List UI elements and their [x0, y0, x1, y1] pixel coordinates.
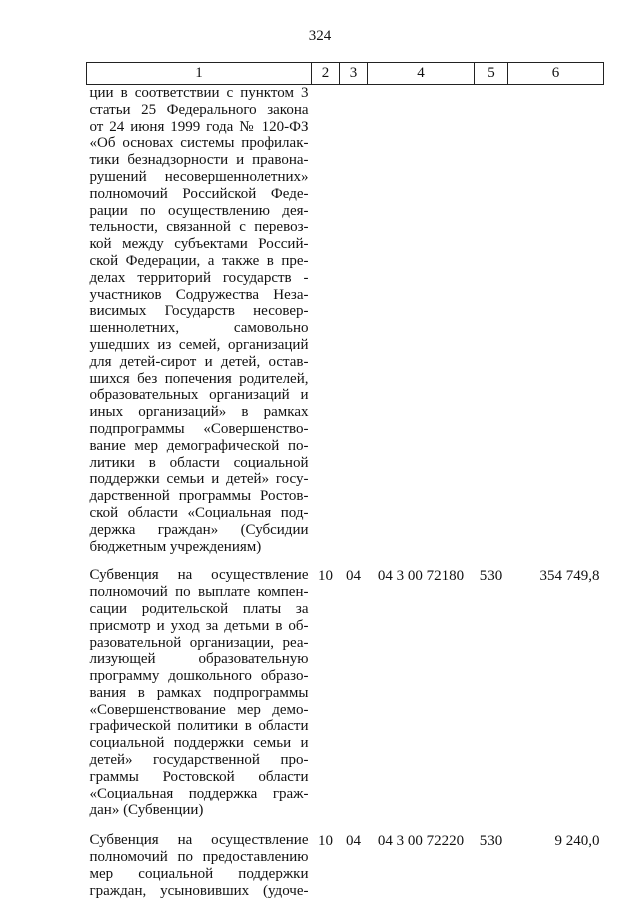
amount: 354 749,8: [539, 568, 600, 585]
expense-type-code: 530: [479, 833, 503, 850]
table-body: [87, 85, 604, 900]
text-line: подпрограммы «Совершенство-: [89, 420, 309, 437]
text-line: Субвенция на осуществление: [89, 832, 309, 849]
table-row: [87, 567, 604, 832]
text-line: литики в области социальной: [89, 454, 309, 471]
text-line: делах территорий государств -: [89, 269, 309, 286]
subsection-code: 04: [346, 568, 361, 585]
text-line: мер социальной поддержки: [89, 865, 309, 882]
text-line: поддержки семьи и детей» госу-: [89, 471, 309, 488]
header-col-3: 3: [340, 63, 368, 85]
expense-type-code: 530: [479, 568, 503, 585]
text-line: полномочий Российской Феде-: [89, 185, 309, 202]
text-line: тельности, связанной с перевоз-: [89, 219, 309, 236]
target-article-code: 04 3 00 72180: [377, 568, 465, 585]
text-line: социальной поддержки семьи и: [89, 735, 309, 752]
header-row: [87, 63, 604, 85]
text-line: рушений несовершеннолетних»: [89, 168, 309, 185]
text-line: образовательных организаций и: [89, 387, 309, 404]
budget-table: [86, 62, 604, 899]
text-line: ции в соответствии с пунктом 3: [89, 85, 309, 101]
text-line: «Об основах системы профилак-: [89, 135, 309, 152]
text-line: иных организаций» в рамках: [89, 404, 309, 421]
text-line: дарственной программы Ростов-: [89, 488, 309, 505]
text-line: «Социальная поддержка граж-: [89, 785, 309, 802]
expense-type-code: [475, 85, 508, 568]
section-code: 10: [318, 833, 333, 850]
text-line: «Совершенствование мер демо-: [89, 701, 309, 718]
row-description: [87, 832, 312, 899]
text-line: шеннолетних, самовольно: [89, 320, 309, 337]
text-line: ской области «Социальная под-: [89, 504, 309, 521]
text-line: полномочий по выплате компен-: [89, 584, 309, 601]
text-line: от 24 июня 1999 года № 120-ФЗ: [89, 118, 309, 135]
target-article-code: [368, 85, 475, 568]
target-article-code: 04 3 00 72220: [377, 833, 465, 850]
header-col-6: 6: [508, 63, 604, 85]
amount: [508, 85, 604, 568]
section-code: [312, 85, 340, 568]
header-col-2: 2: [312, 63, 340, 85]
header-col-4: 4: [368, 63, 475, 85]
text-line: граждан, усыновивших (удоче-: [89, 882, 309, 899]
subsection-code: 04: [346, 833, 361, 850]
text-line: для детей-сирот и детей, остав-: [89, 353, 309, 370]
table-row: [87, 85, 604, 568]
text-line: графической политики в области: [89, 718, 309, 735]
text-line: ушедших из семей, организаций: [89, 336, 309, 353]
text-line: присмотр и уход за детьми в об-: [89, 617, 309, 634]
page-number: 324: [308, 28, 332, 44]
amount: 9 240,0: [554, 833, 600, 850]
text-line: держка граждан» (Субсидии: [89, 521, 309, 538]
text-line: вание мер демографической по-: [89, 437, 309, 454]
table-header: [87, 63, 604, 85]
section-code: 10: [318, 568, 333, 585]
text-line: детей» государственной про-: [89, 752, 309, 769]
text-line: полномочий по предоставлению: [89, 849, 309, 866]
text-line: кой между субъектами Россий-: [89, 236, 309, 253]
row-description: [87, 567, 312, 832]
text-line: разовательной организации, реа-: [89, 634, 309, 651]
text-line: участников Содружества Неза-: [89, 286, 309, 303]
table-row: [87, 832, 604, 899]
text-line: тики безнадзорности и правона-: [89, 152, 309, 169]
text-line: ской Федерации, а также в пре-: [89, 252, 309, 269]
text-line: статьи 25 Федерального закона: [89, 101, 309, 118]
row-description: [87, 85, 312, 568]
text-line: лизующей образовательную: [89, 651, 309, 668]
subsection-code: [340, 85, 368, 568]
header-col-1: 1: [87, 63, 312, 85]
text-line: сации родительской платы за: [89, 600, 309, 617]
text-line: висимых Государств несовер-: [89, 303, 309, 320]
text-line: рации по осуществлению дея-: [89, 202, 309, 219]
text-line: шихся без попечения родителей,: [89, 370, 309, 387]
text-line: граммы Ростовской области: [89, 768, 309, 785]
header-col-5: 5: [475, 63, 508, 85]
text-line: вания в рамках подпрограммы: [89, 684, 309, 701]
text-line: Субвенция на осуществление: [89, 567, 309, 584]
text-line: бюджетным учреждениям): [89, 538, 262, 555]
text-line: дан» (Субвенции): [89, 802, 204, 819]
text-line: программу дошкольного образо-: [89, 668, 309, 685]
